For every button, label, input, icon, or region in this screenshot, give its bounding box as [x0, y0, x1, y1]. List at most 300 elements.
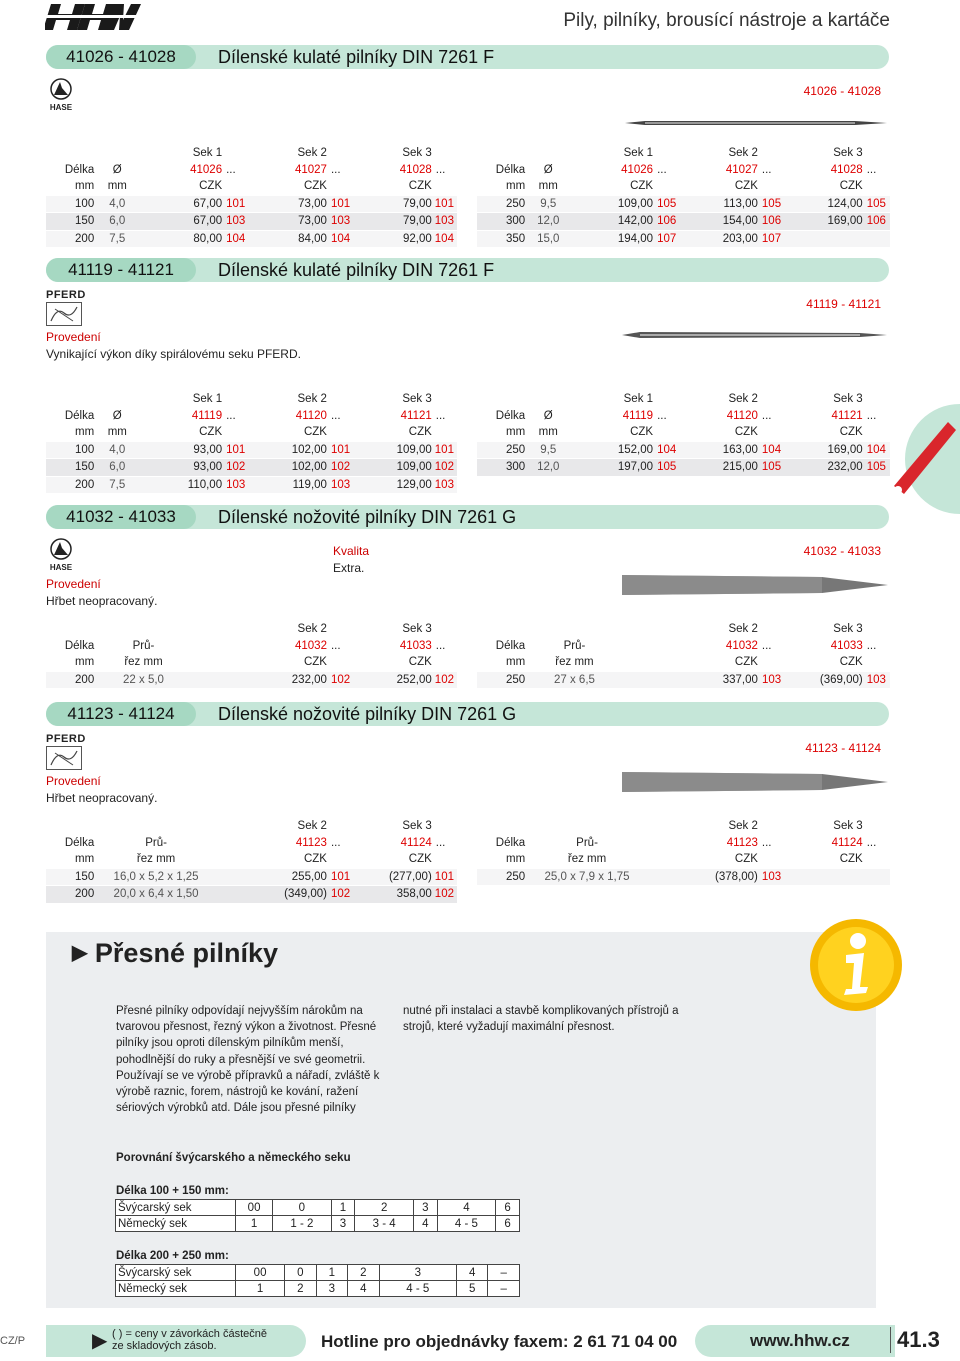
- saw-icon: [886, 404, 960, 514]
- table-unit-cell: [758, 424, 785, 441]
- table-unit-cell: [653, 424, 680, 441]
- table-header-cell: 41120: [726, 409, 758, 422]
- table-header-cell: ...: [435, 639, 446, 652]
- table-sek-row: [46, 391, 457, 408]
- compare-cell: 3 - 4: [355, 1216, 413, 1232]
- hase-logo: [46, 538, 76, 572]
- table-cell: [432, 391, 457, 408]
- table-unit-cell: mm: [506, 656, 526, 669]
- table-header-cell: Délka: [495, 836, 526, 849]
- price-table-41032-right: [477, 621, 890, 688]
- table-units-row: [477, 178, 890, 195]
- table-unit-cell: CZK: [839, 180, 863, 193]
- table-cell: 250: [477, 195, 525, 213]
- table-cell: [863, 868, 890, 885]
- table-cell: 200: [46, 230, 94, 247]
- section-header-41123: [46, 702, 889, 726]
- table-header-row: [477, 162, 890, 179]
- table-cell: [863, 621, 890, 638]
- table-header-cell: Prů-: [563, 639, 586, 652]
- table-header-row: [477, 835, 890, 852]
- table-row: [477, 195, 890, 213]
- table-cell: [46, 818, 94, 835]
- table-header-cell: ...: [761, 163, 772, 176]
- table-cell: 100: [46, 441, 94, 459]
- table-cell: 20,0 x 6,4 x 1,50: [94, 886, 218, 903]
- table-cell: 15,0: [525, 230, 571, 247]
- compare-cell: Švýcarský sek: [116, 1200, 236, 1216]
- table-cell: 142,00: [571, 213, 653, 231]
- table-sek-row: [477, 391, 890, 408]
- category-title: Pily, pilníky, brousící nástroje a kartáče: [563, 10, 890, 31]
- table-unit-cell: [222, 178, 249, 195]
- table-cell: [94, 818, 218, 835]
- table-header-cell: Délka: [64, 836, 95, 849]
- table-unit-cell: mm: [506, 180, 526, 193]
- price-table-41119-right: [477, 391, 890, 476]
- table-header-cell: ...: [761, 409, 772, 422]
- table-cell: 100: [46, 195, 94, 213]
- table-header-cell: Délka: [495, 639, 526, 652]
- table-header-cell: Prů-: [576, 836, 598, 849]
- section-title: Dílenské kulaté pilníky DIN 7261 F: [218, 47, 495, 67]
- table-cell: 67,00: [140, 195, 222, 213]
- compare-cell: 00: [236, 1200, 273, 1216]
- table-header-row: [46, 638, 457, 655]
- table-cell: 67,00: [140, 213, 222, 231]
- table-row: [477, 441, 890, 459]
- table-cell: [863, 818, 890, 835]
- compare-cell: 0: [273, 1200, 331, 1216]
- table-row: [477, 868, 890, 885]
- compare-table-200-250: [115, 1264, 520, 1297]
- table-header-cell: ...: [761, 639, 772, 652]
- table-header-cell: 41123: [295, 836, 327, 849]
- table-cell: [327, 818, 354, 835]
- table-cell: Sek 1: [623, 147, 654, 160]
- compare-cell: 3: [413, 1200, 437, 1216]
- table-unit-cell: mm: [107, 426, 127, 439]
- table-cell: 79,00: [354, 213, 432, 231]
- table-unit-cell: CZK: [199, 180, 223, 193]
- table-cell: 200: [46, 476, 94, 493]
- round-file-image: [625, 114, 887, 132]
- table-cell: [327, 621, 354, 638]
- table-cell: 300: [477, 459, 525, 476]
- compare-label-100-150: Délka 100 + 150 mm:: [116, 1185, 229, 1197]
- table-unit-cell: [222, 424, 249, 441]
- table-unit-cell: CZK: [408, 180, 432, 193]
- table-cell: 104: [758, 441, 785, 459]
- table-cell: 9,5: [525, 441, 571, 459]
- table-unit-cell: CZK: [734, 180, 758, 193]
- table-cell: 105: [863, 459, 890, 476]
- compare-cell: 3: [379, 1265, 456, 1281]
- triangle-icon: ▶: [92, 1330, 108, 1352]
- compare-cell: 0: [285, 1265, 316, 1281]
- section-header-41026: [46, 45, 889, 69]
- table-header-cell: ...: [226, 163, 236, 176]
- table-cell: 12,0: [525, 459, 571, 476]
- table-units-row: [46, 654, 457, 671]
- table-header-cell: Délka: [64, 639, 95, 652]
- table-unit-cell: CZK: [303, 426, 327, 439]
- table-cell: 163,00: [680, 441, 758, 459]
- table-cell: [94, 391, 140, 408]
- compare-cell: 4 - 5: [379, 1281, 456, 1297]
- info-col-2: nutné při instalaci a stavbě komplikovaných přístrojů a strojů, které vyžadují maximální přesnost.: [403, 1005, 679, 1034]
- compare-cell: 4 - 5: [437, 1216, 495, 1232]
- compare-cell: 1: [236, 1216, 273, 1232]
- table-unit-cell: CZK: [839, 853, 863, 866]
- table-cell: 107: [758, 230, 785, 247]
- table-cell: [477, 391, 525, 408]
- table-unit-cell: CZK: [408, 426, 432, 439]
- table-unit-cell: [432, 654, 457, 671]
- table-cell: (378,00): [649, 868, 758, 885]
- table-cell: 93,00: [140, 441, 222, 459]
- table-cell: [653, 145, 680, 162]
- provedeni-desc: Hřbet neopracovaný.: [46, 594, 158, 608]
- table-cell: 107: [653, 230, 680, 247]
- table-header-row: [477, 638, 890, 655]
- table-cell: 337,00: [624, 671, 758, 688]
- compare-table-100-150: [115, 1199, 520, 1232]
- table-cell: 102: [222, 459, 249, 477]
- table-header-cell: Ø: [112, 163, 122, 176]
- table-header-cell: ...: [866, 409, 877, 422]
- table-cell: 73,00: [249, 195, 327, 213]
- table-row: [46, 213, 457, 231]
- provedeni-desc: Vynikající výkon díky spirálovému seku PFERD.: [46, 347, 301, 361]
- brand-name: HASE: [49, 103, 73, 112]
- hase-logo: [46, 78, 76, 112]
- red-code: 41119 - 41121: [806, 297, 881, 311]
- table-header-cell: 41027: [294, 163, 327, 176]
- compare-cell: –: [488, 1265, 520, 1281]
- table-cell: [758, 145, 785, 162]
- provedeni-label: Provedení: [46, 330, 101, 344]
- table-cell: 80,00: [140, 230, 222, 247]
- website-link[interactable]: www.hhw.cz: [750, 1331, 850, 1350]
- table-cell: 102: [432, 459, 457, 477]
- table-cell: 103: [758, 868, 785, 885]
- section-title: Dílenské nožovité pilníky DIN 7261 G: [218, 507, 517, 527]
- table-unit-cell: mm: [538, 180, 558, 193]
- table-unit-cell: [327, 654, 354, 671]
- compare-cell: 2: [285, 1281, 316, 1297]
- section-code: 41026 - 41028: [46, 45, 196, 69]
- table-cell: 101: [222, 441, 249, 459]
- table-row: [46, 459, 457, 477]
- table-cell: [525, 621, 624, 638]
- table-unit-cell: CZK: [408, 656, 432, 669]
- table-cell: 197,00: [571, 459, 653, 476]
- table-unit-cell: řez mm: [136, 853, 176, 866]
- table-cell: 124,00: [785, 195, 863, 213]
- table-unit-cell: [432, 424, 457, 441]
- table-unit-cell: CZK: [839, 426, 863, 439]
- table-cell: 6,0: [94, 459, 140, 477]
- table-cell: [525, 818, 649, 835]
- red-code: 41026 - 41028: [803, 84, 881, 98]
- triangle-icon: ▶: [72, 942, 88, 964]
- table-cell: Sek 2: [728, 820, 758, 833]
- table-cell: 101: [327, 441, 354, 459]
- table-units-row: [46, 178, 457, 195]
- table-row: [46, 886, 457, 903]
- compare-cell: 00: [236, 1265, 285, 1281]
- table-header-cell: ...: [657, 163, 667, 176]
- table-cell: Sek 2: [728, 623, 758, 636]
- table-cell: [327, 145, 354, 162]
- section-header-41119: [46, 258, 889, 282]
- knife-file-image: [622, 770, 888, 799]
- section-title: Dílenské kulaté pilníky DIN 7261 F: [218, 260, 495, 280]
- price-table-41123-right: [477, 818, 890, 885]
- table-cell: 129,00: [354, 476, 432, 493]
- table-cell: Sek 1: [192, 393, 223, 406]
- info-icon: [808, 917, 904, 1013]
- table-header-cell: 41028: [830, 163, 863, 176]
- table-cell: [46, 391, 94, 408]
- table-cell: 101: [432, 868, 457, 886]
- compare-cell: 1: [331, 1200, 355, 1216]
- table-cell: 106: [863, 213, 890, 231]
- table-header-cell: ...: [435, 836, 446, 849]
- table-unit-cell: CZK: [408, 853, 432, 866]
- table-header-cell: 41120: [295, 409, 327, 422]
- table-sek-row: [477, 145, 890, 162]
- table-header-cell: ...: [866, 639, 877, 652]
- table-cell: 103: [863, 671, 890, 688]
- table-header-cell: 41033: [399, 639, 432, 652]
- compare-cell: 6: [496, 1200, 520, 1216]
- table-cell: 104: [432, 230, 457, 247]
- compare-cell: 1 - 2: [273, 1216, 331, 1232]
- kvalita-value: Extra.: [333, 561, 365, 575]
- table-cell: [432, 145, 457, 162]
- table-cell: [477, 818, 525, 835]
- table-cell: (349,00): [218, 886, 327, 903]
- table-unit-cell: [327, 424, 354, 441]
- table-row: [46, 671, 457, 688]
- table-cell: Sek 3: [833, 623, 863, 636]
- table-cell: 119,00: [249, 476, 327, 493]
- table-cell: [525, 145, 571, 162]
- hhw-logo: [45, 2, 143, 32]
- country-code: CZ/P: [0, 1335, 26, 1347]
- table-unit-cell: [758, 851, 785, 868]
- table-cell: [46, 145, 94, 162]
- table-units-row: [477, 851, 890, 868]
- table-cell: Sek 2: [728, 393, 758, 406]
- table-header-cell: Délka: [495, 409, 526, 422]
- compare-cell: 5: [456, 1281, 487, 1297]
- compare-cell: Německý sek: [116, 1216, 236, 1232]
- price-table-41123-left: [46, 818, 457, 903]
- table-header-cell: 41026: [190, 163, 223, 176]
- brand-name: PFERD: [46, 733, 86, 745]
- table-unit-cell: CZK: [303, 180, 327, 193]
- hotline: Hotline pro objednávky faxem: 2 61 71 04 00: [321, 1332, 678, 1351]
- brand-name: HASE: [49, 563, 73, 572]
- table-header-cell: 41028: [399, 163, 432, 176]
- pferd-horse-icon: [46, 302, 82, 326]
- table-cell: 102: [432, 671, 457, 688]
- section-code: 41032 - 41033: [46, 505, 196, 529]
- table-unit-cell: CZK: [839, 656, 863, 669]
- table-header-row: [46, 162, 457, 179]
- footer-note-line2: ze skladových zásob.: [112, 1340, 217, 1352]
- table-cell: 12,0: [525, 213, 571, 231]
- table-unit-cell: mm: [75, 656, 95, 669]
- section-title: Dílenské nožovité pilníky DIN 7261 G: [218, 704, 517, 724]
- table-cell: 7,5: [94, 476, 140, 493]
- table-cell: 79,00: [354, 195, 432, 213]
- compare-cell: 4: [348, 1281, 379, 1297]
- table-header-cell: ...: [435, 409, 446, 422]
- table-unit-cell: řez mm: [567, 853, 607, 866]
- table-row: [477, 459, 890, 476]
- table-cell: [785, 868, 863, 885]
- table-cell: [525, 391, 571, 408]
- table-cell: [758, 818, 785, 835]
- table-cell: Sek 2: [728, 147, 758, 160]
- pferd-logo: [46, 733, 86, 770]
- table-cell: 109,00: [354, 459, 432, 477]
- table-header-cell: 41032: [294, 639, 327, 652]
- table-cell: 16,0 x 5,2 x 1,25: [94, 868, 218, 886]
- table-unit-cell: [653, 178, 680, 195]
- table-header-cell: 41119: [191, 409, 223, 422]
- table-units-row: [46, 424, 457, 441]
- table-cell: Sek 1: [192, 147, 223, 160]
- compare-cell: 3: [331, 1216, 355, 1232]
- table-row: [477, 230, 890, 247]
- table-units-row: [46, 851, 457, 868]
- table-cell: [863, 145, 890, 162]
- provedeni-label: Provedení: [46, 774, 101, 788]
- table-unit-cell: mm: [506, 426, 526, 439]
- table-cell: 84,00: [249, 230, 327, 247]
- table-header-cell: ...: [330, 639, 341, 652]
- table-sek-row: [46, 621, 457, 638]
- table-cell: Sek 3: [402, 147, 432, 160]
- table-header-cell: ...: [226, 409, 236, 422]
- table-unit-cell: [758, 654, 785, 671]
- table-cell: Sek 1: [623, 393, 654, 406]
- table-cell: 93,00: [140, 459, 222, 477]
- table-cell: 106: [653, 213, 680, 231]
- table-cell: 232,00: [785, 459, 863, 476]
- table-cell: Sek 3: [833, 393, 863, 406]
- table-header-cell: 41124: [400, 836, 432, 849]
- table-unit-cell: řez mm: [124, 656, 163, 669]
- table-header-row: [46, 408, 457, 425]
- table-cell: 103: [758, 671, 785, 688]
- table-cell: Sek 3: [402, 623, 432, 636]
- table-cell: 6,0: [94, 213, 140, 231]
- table-cell: Sek 2: [297, 393, 327, 406]
- table-cell: 203,00: [680, 230, 758, 247]
- table-cell: 250: [477, 868, 525, 885]
- compare-row: [116, 1281, 520, 1297]
- table-cell: 92,00: [354, 230, 432, 247]
- table-unit-cell: CZK: [734, 656, 758, 669]
- footer-note-line1: ( ) = ceny v závorkách částečně: [112, 1328, 267, 1340]
- table-cell: 105: [653, 195, 680, 213]
- page-number: 41.3: [897, 1327, 940, 1352]
- compare-row: [116, 1200, 520, 1216]
- table-header-cell: 41123: [726, 836, 758, 849]
- table-cell: 110,00: [140, 476, 222, 493]
- table-row: [46, 868, 457, 886]
- info-col-1: Přesné pilníky odpovídají nejvyšším nárokům na tvarovou přesnost, řezný výkon a životnost. Přesné pilníky jsou oproti dílenským pilníkům menší, pohodlnější do ruky a přesnější ve své geometrii. Používají se ve výrobě přípravků a nářadí, zvláště k výrobě raznic, forem, nástrojů ke kování, ražení sériových výrobků atd. Dále jsou přesné pilníky: [116, 1005, 380, 1115]
- table-cell: [94, 621, 193, 638]
- table-cell: 105: [758, 459, 785, 476]
- table-cell: [94, 145, 140, 162]
- table-header-cell: ...: [866, 836, 877, 849]
- table-unit-cell: mm: [107, 180, 127, 193]
- table-cell: 169,00: [785, 213, 863, 231]
- table-cell: 250: [477, 441, 525, 459]
- table-cell: [222, 391, 249, 408]
- table-cell: 103: [432, 476, 457, 493]
- table-cell: 27 x 6,5: [525, 671, 624, 688]
- table-cell: 109,00: [571, 195, 653, 213]
- table-cell: 104: [653, 441, 680, 459]
- table-cell: [46, 621, 94, 638]
- spiral-round-file-image: [622, 327, 887, 345]
- table-header-cell: ...: [435, 163, 446, 176]
- footer: [0, 1325, 960, 1361]
- table-unit-cell: [863, 178, 890, 195]
- table-cell: 358,00: [354, 886, 432, 903]
- table-sek-row: [477, 621, 890, 638]
- table-unit-cell: [327, 178, 354, 195]
- table-cell: 152,00: [571, 441, 653, 459]
- table-cell: [477, 145, 525, 162]
- compare-cell: –: [488, 1281, 520, 1297]
- table-cell: (369,00): [785, 671, 863, 688]
- table-header-cell: Ø: [112, 409, 122, 422]
- table-sek-row: [46, 818, 457, 835]
- section-header-41032: [46, 505, 889, 529]
- table-cell: 25,0 x 7,9 x 1,75: [525, 868, 649, 885]
- table-unit-cell: [432, 851, 457, 868]
- price-table-41026-left: [46, 145, 457, 247]
- compare-cell: 2: [348, 1265, 379, 1281]
- table-cell: 102: [327, 459, 354, 477]
- table-cell: [327, 391, 354, 408]
- table-cell: 252,00: [354, 671, 432, 688]
- footer-note: [112, 1328, 267, 1352]
- table-cell: 9,5: [525, 195, 571, 213]
- compare-title: Porovnání švýcarského a německého seku: [116, 1152, 351, 1164]
- section-code: 41119 - 41121: [46, 258, 196, 282]
- table-header-cell: 41121: [831, 409, 863, 422]
- table-header-cell: Délka: [64, 163, 95, 176]
- table-cell: 104: [863, 441, 890, 459]
- table-header-cell: ...: [657, 409, 667, 422]
- info-title: [72, 938, 278, 969]
- compare-cell: 6: [496, 1216, 520, 1232]
- table-row: [46, 195, 457, 213]
- table-cell: 300: [477, 213, 525, 231]
- table-cell: 103: [327, 476, 354, 493]
- table-unit-cell: [863, 851, 890, 868]
